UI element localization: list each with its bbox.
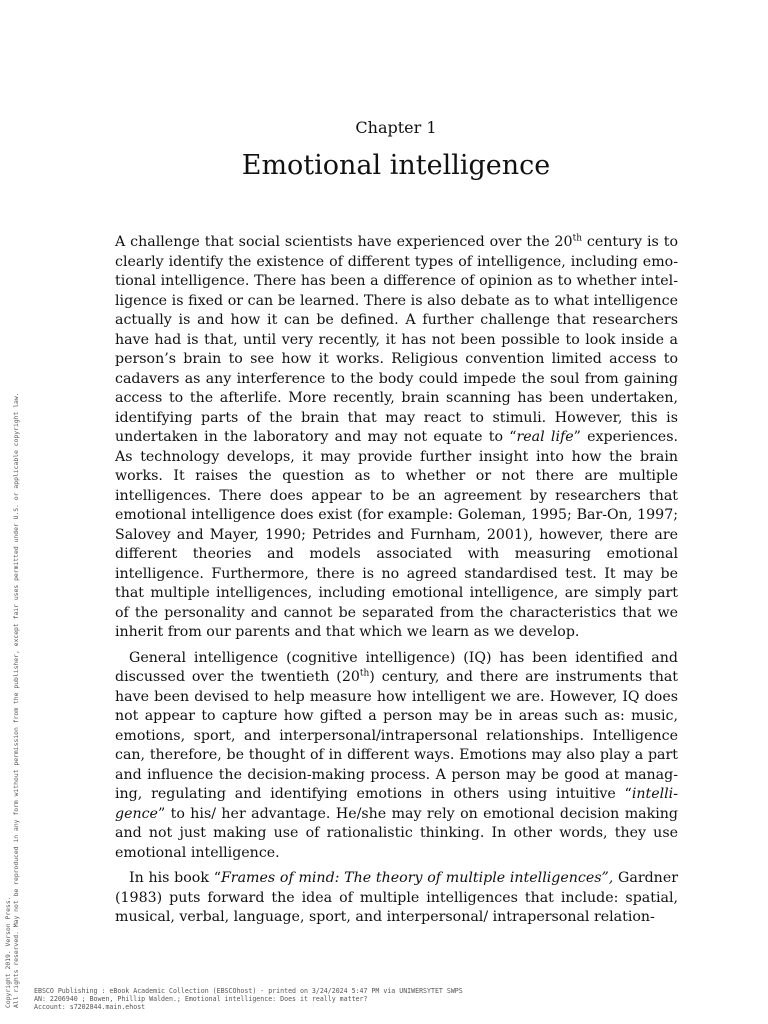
paragraph-1-part-c: ” experiences. As technology develops, it may provide further insight into how the brain works. It raises the question as to whether or not there are multiple intelligences. There does appear to be an agreement by researchers that emotional intelligence does exist (for example: Goleman, 1995; Bar-On, 1997; Salovey and Mayer, 1990; Petrides and Furnham, 2001), however, there are different theories and models associated with measuring emotional intelligence. Furthermore, there is no agreed standardised test. It may be that multiple intelligences, including emotional intelligence, are simply part of the personality and cannot be separated from the characteristics that we inherit from our parents and that which we learn as we develop. (115, 429, 678, 640)
paragraph-1 (115, 233, 678, 643)
print-footer (34, 987, 463, 1011)
footer-line-2: AN: 2206940 ; Bowen, Phillip Walden.; Emotional intelligence: Does it really matter? (34, 995, 368, 1003)
paragraph-2-part-b: ) century, and there are instruments that have been devised to help measure how intelligent we are. However, IQ does not appear to capture how gifted a person may be in areas such as: music, emotions, sport, and interpersonal/intrapersonal relationships. Intelligence can, therefore, be thought of in different ways. Emotions may also play a part and influence the decision-making process. A person may be good at managing, regulating and identifying emotions in others using intuitive “ (115, 669, 678, 802)
paragraph-3-part-a: In his book “ (129, 870, 221, 886)
paragraph-1-part-a: A challenge that social scientists have experienced over the 20 (115, 234, 573, 250)
paragraph-1-superscript: th (572, 233, 582, 244)
chapter-title: Emotional intelligence (241, 150, 551, 181)
footer-line-3: Account: s7202844.main.ehost (34, 1003, 146, 1011)
paragraph-2-superscript: th (359, 668, 370, 679)
footer-line-1: EBSCO Publishing : eBook Academic Collection (EBSCOhost) - printed on 3/24/2024 5:47 PM via UNIWERSYTET SWPS (34, 987, 463, 995)
copyright-line-1: Copyright 2019. Verson Press. (4, 896, 12, 1008)
paragraph-1-part-b: century is to clearly identify the existence of different types of intelligence, including emotional intelligence. There has been a difference of opinion as to whether intelligence is fixed or can be learned. There is also debate as to what intelligence actually is and how it can be defined. A further challenge that researchers have had is that, until very recently, it has not been possible to look inside a person’s brain to see how it works. Religious convention limited access to cadavers as any interference to the body could impede the soul from gaining access to the afterlife. More recently, brain scanning has been undertaken, identifying parts of the brain that may react to stimuli. However, this is undertaken in the laboratory and may not equate to “ (115, 234, 678, 445)
paragraph-2-italic: intelligence (115, 786, 678, 822)
copyright-side-note (4, 308, 20, 1008)
copyright-line-2: All rights reserved. May not be reproduced in any form without permission from the publisher, except fair uses permitted under U.S. or applicable copyright law. (12, 392, 20, 1008)
paragraph-3 (115, 869, 678, 928)
paragraph-2-part-c: ” to his/ her advantage. He/she may rely on emotional decision making and not just making use of rationalistic thinking. In other words, they use emotional intelligence. (115, 805, 678, 861)
body-text (115, 233, 678, 934)
paragraph-2 (115, 649, 678, 864)
paragraph-3-book-title: Frames of mind: The theory of multiple intelligences”, (220, 870, 614, 886)
paragraph-3-part-b: Gardner (1983) puts forward the idea of multiple intelligences that include: spatial, musical, verbal, language, sport, and interpersonal/ intrapersonal relation- (115, 870, 678, 925)
paragraph-2-part-a: General intelligence (cognitive intelligence) (IQ) has been identified and discussed over the twentieth (20 (115, 649, 678, 685)
paragraph-1-italic: real life (516, 429, 574, 445)
chapter-label: Chapter 1 (355, 118, 437, 137)
